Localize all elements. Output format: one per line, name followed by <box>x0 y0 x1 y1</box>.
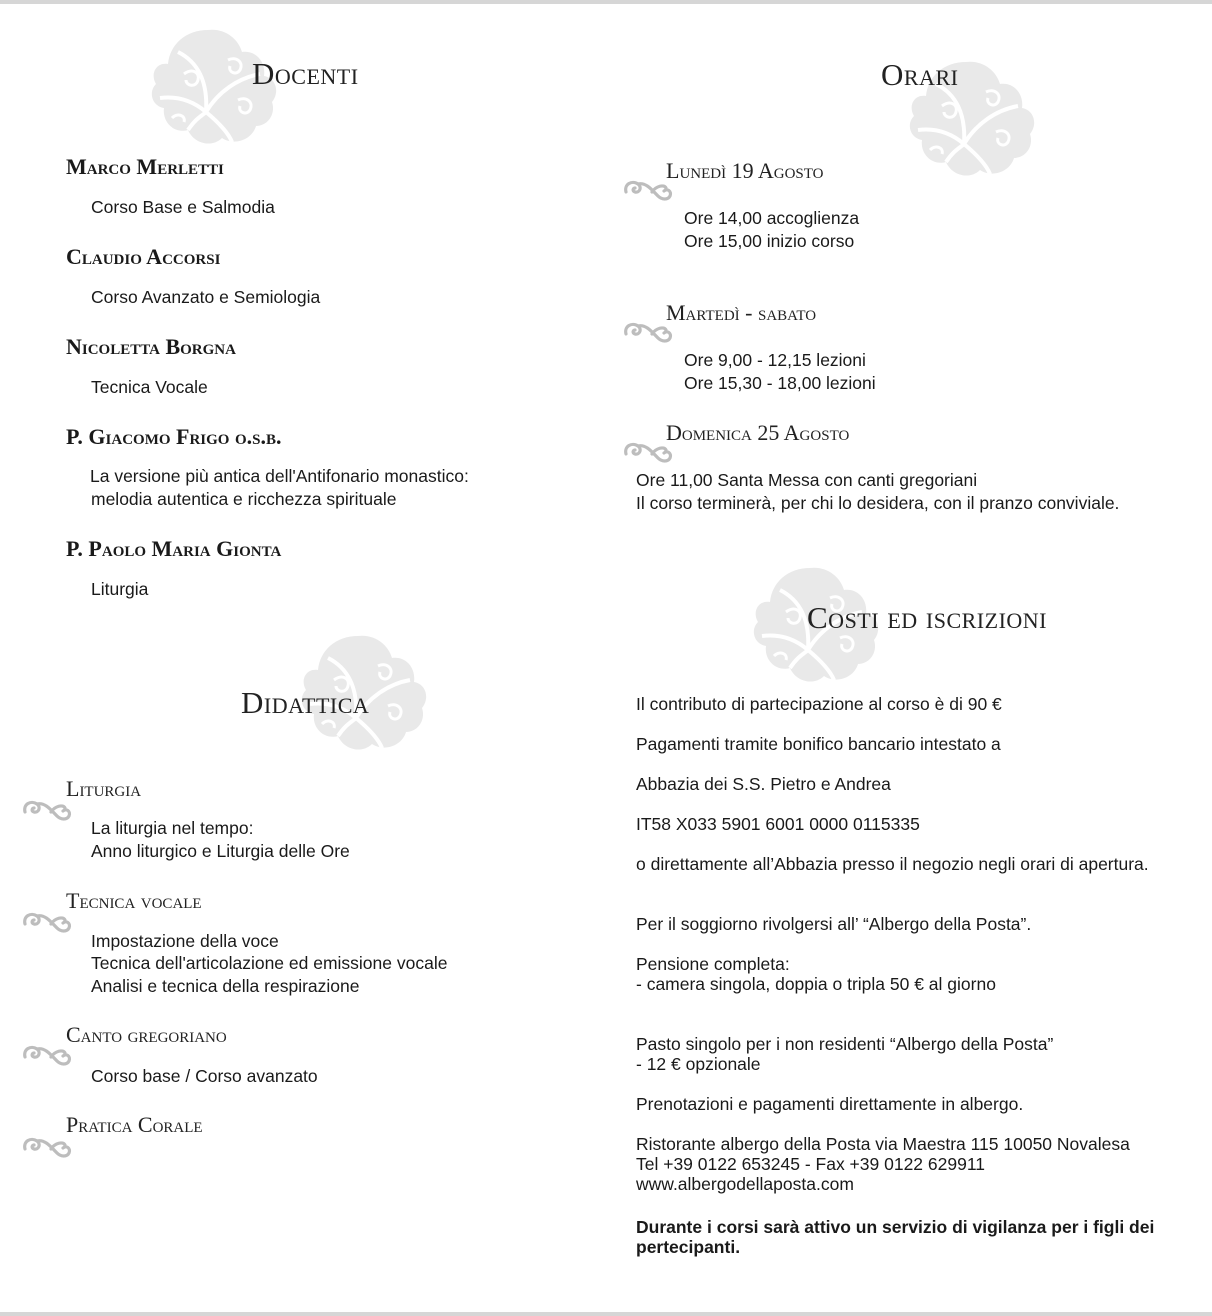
didattica-heading: Didattica <box>241 685 370 720</box>
teacher-name: Marco Merletti <box>66 154 224 179</box>
costi-intestatario: Abbazia dei S.S. Pietro e Andrea <box>636 774 891 794</box>
costi-pagamenti: Pagamenti tramite bonifico bancario intestato a <box>636 734 1001 754</box>
costi-heading: Costi ed iscrizioni <box>807 600 1047 635</box>
costi-iban: IT58 X033 5901 6001 0000 0115335 <box>636 814 920 834</box>
teacher-course: melodia autentica e ricchezza spirituale <box>91 489 397 509</box>
teacher-course: Tecnica Vocale <box>91 377 208 397</box>
costi-soggiorno: Per il soggiorno rivolgersi all’ “Albergo della Posta”. <box>636 914 1032 934</box>
didattica-line: Impostazione della voce <box>91 931 279 951</box>
didattica-section-title: Pratica Corale <box>66 1112 203 1137</box>
teacher-course: Corso Base e Salmodia <box>91 197 275 217</box>
orari-line: Il corso terminerà, per chi lo desidera, con il pranzo conviviale. <box>636 493 1120 513</box>
didattica-line: La liturgia nel tempo: <box>91 818 254 838</box>
costi-pensione: - camera singola, doppia o tripla 50 € al giorno <box>636 974 996 994</box>
costi-vigilanza: pertecipanti. <box>636 1237 741 1257</box>
costi-ristorante-web: www.albergodellaposta.com <box>636 1174 854 1194</box>
teacher-course: Corso Avanzato e Semiologia <box>91 287 321 307</box>
didattica-line: Corso base / Corso avanzato <box>91 1066 318 1086</box>
didattica-section-title: Liturgia <box>66 776 142 801</box>
didattica-section-title: Canto gregoriano <box>66 1022 227 1047</box>
bottom-border <box>0 1312 1212 1316</box>
costi-pasto: - 12 € opzionale <box>636 1054 761 1074</box>
costi-contributo: Il contributo di partecipazione al corso è di 90 € <box>636 694 1002 714</box>
swirl-bullet-icon <box>21 1135 73 1159</box>
orari-line: Ore 9,00 - 12,15 lezioni <box>684 350 866 370</box>
orari-heading: Orari <box>881 57 959 92</box>
costi-pasto: Pasto singolo per i non residenti “Albergo della Posta” <box>636 1034 1054 1054</box>
teacher-name: Nicoletta Borgna <box>66 334 236 359</box>
orari-line: Ore 15,00 inizio corso <box>684 231 855 251</box>
teacher-course: Liturgia <box>91 579 149 599</box>
costi-ristorante: Tel +39 0122 653245 - Fax +39 0122 629911 <box>636 1154 985 1174</box>
didattica-line: Analisi e tecnica della respirazione <box>91 976 360 996</box>
costi-vigilanza: Durante i corsi sarà attivo un servizio di vigilanza per i figli dei <box>636 1217 1155 1237</box>
didattica-line: Tecnica dell'articolazione ed emissione vocale <box>91 953 448 973</box>
orari-line: Ore 15,30 - 18,00 lezioni <box>684 373 876 393</box>
teacher-name: Claudio Accorsi <box>66 244 221 269</box>
teacher-name: P. Giacomo Frigo o.s.b. <box>66 424 282 449</box>
orari-line: Ore 14,00 accoglienza <box>684 208 860 228</box>
teacher-course: La versione più antica dell'Antifonario monastico: <box>90 466 469 486</box>
teacher-name: P. Paolo Maria Gionta <box>66 536 282 561</box>
top-border <box>0 0 1212 4</box>
didattica-section-title: Tecnica vocale <box>66 888 202 913</box>
orari-day-title: Martedì - sabato <box>666 300 817 325</box>
orari-day-title: Domenica 25 Agosto <box>666 420 850 445</box>
costi-prenotazioni: Prenotazioni e pagamenti direttamente in albergo. <box>636 1094 1024 1114</box>
costi-pensione: Pensione completa: <box>636 954 790 974</box>
costi-direttamente: o direttamente all’Abbazia presso il negozio negli orari di apertura. <box>636 854 1149 874</box>
orari-line: Ore 11,00 Santa Messa con canti gregoriani <box>636 470 978 490</box>
costi-ristorante: Ristorante albergo della Posta via Maestra 115 10050 Novalesa <box>636 1134 1130 1154</box>
didattica-line: Anno liturgico e Liturgia delle Ore <box>91 841 350 861</box>
docenti-heading: Docenti <box>252 56 359 91</box>
orari-day-title: Lunedì 19 Agosto <box>666 158 824 183</box>
